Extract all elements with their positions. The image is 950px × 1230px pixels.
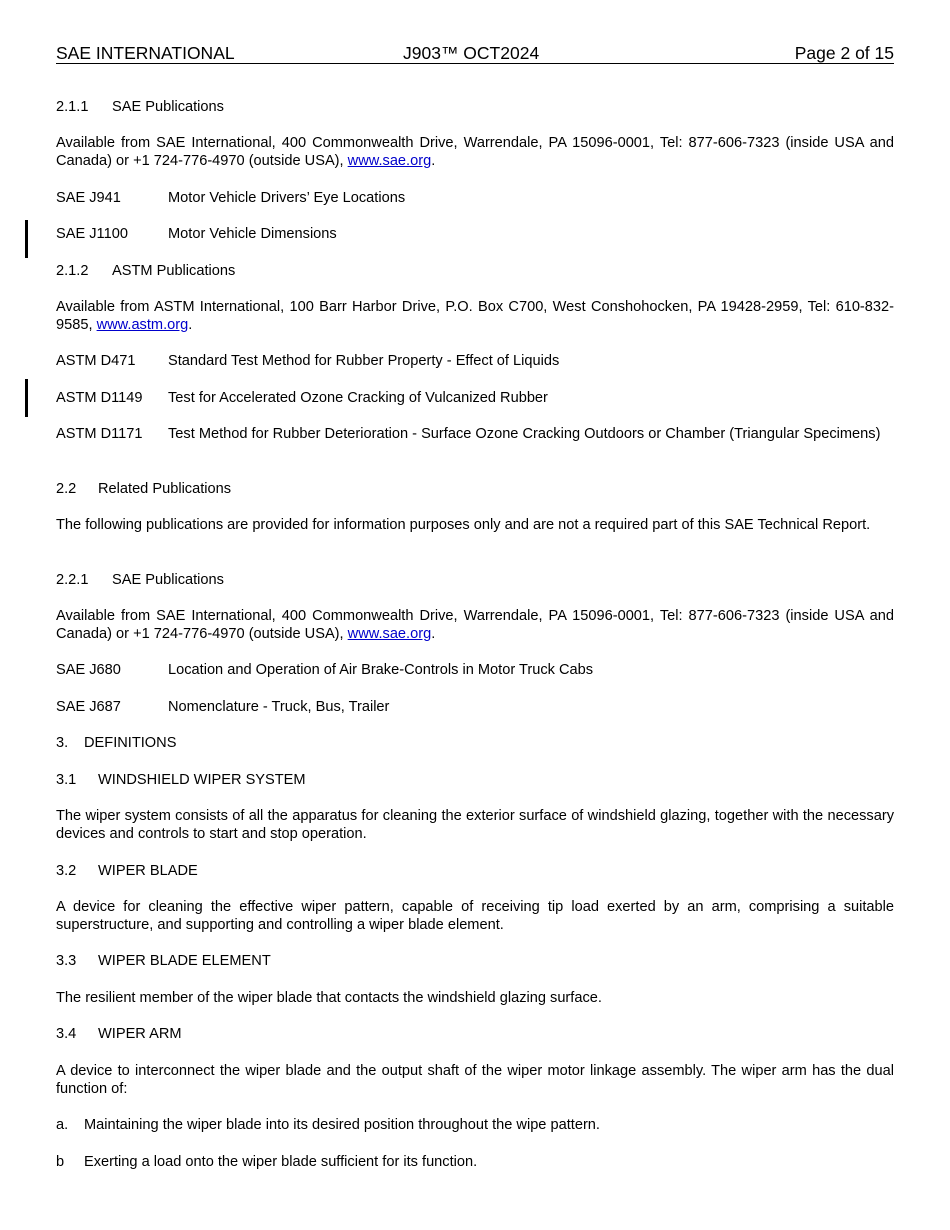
section-heading	[56, 480, 894, 498]
section-title: WIPER BLADE ELEMENT	[98, 953, 271, 969]
paragraph: The following publications are provided for information purposes only and are not a required part of this SAE Technical Report.	[56, 517, 871, 533]
section-title: DEFINITIONS	[84, 735, 177, 751]
list-item	[56, 1116, 894, 1134]
reference-code: SAE J1100	[56, 226, 128, 242]
section-heading	[56, 952, 894, 970]
section-title: WIPER ARM	[98, 1026, 182, 1042]
sae-website-link[interactable]: www.sae.org	[347, 153, 432, 169]
list-item-text: Exerting a load onto the wiper blade sufficient for its function.	[84, 1154, 478, 1170]
revision-change-bar	[25, 220, 28, 258]
section-heading	[56, 262, 894, 280]
section-heading	[56, 1025, 894, 1043]
section-number: 3.	[56, 735, 69, 751]
paragraph: The resilient member of the wiper blade that contacts the windshield glazing surface.	[56, 990, 602, 1006]
sentence-end: .	[188, 317, 193, 333]
header-page-number: Page 2 of 15	[794, 43, 894, 63]
section-heading	[56, 862, 894, 880]
reference-code: ASTM D1171	[56, 426, 143, 442]
section-number: 3.2	[56, 863, 77, 879]
availability-paragraph	[56, 607, 894, 643]
header-organization: SAE INTERNATIONAL	[56, 43, 235, 63]
reference-title: Test for Accelerated Ozone Cracking of Vulcanized Rubber	[168, 390, 548, 406]
availability-paragraph	[56, 134, 894, 170]
section-number: 2.2	[56, 481, 77, 497]
availability-paragraph	[56, 298, 894, 334]
reference-title: Standard Test Method for Rubber Property - Effect of Liquids	[168, 353, 560, 369]
paragraph: A device to interconnect the wiper blade and the output shaft of the wiper motor linkage assembly. The wiper arm has the dual function of:	[56, 1063, 894, 1097]
astm-website-link[interactable]: www.astm.org	[96, 317, 189, 333]
section-title: WINDSHIELD WIPER SYSTEM	[98, 772, 306, 788]
section-heading	[56, 98, 894, 116]
sentence-end: .	[431, 626, 436, 642]
reference-title: Location and Operation of Air Brake-Controls in Motor Truck Cabs	[168, 662, 594, 678]
list-item-text: Maintaining the wiper blade into its desired position throughout the wipe pattern.	[84, 1117, 600, 1133]
section-title: SAE Publications	[112, 572, 224, 588]
availability-text: Available from SAE International, 400 Commonwealth Drive, Warrendale, PA 15096-0001, Tel: 877-606-7323 (inside USA and Canada) or +1 724-776-4970 (outside USA),	[56, 608, 894, 642]
paragraph: The wiper system consists of all the apparatus for cleaning the exterior surface of windshield glazing, together with the necessary devices and controls to start and stop operation.	[56, 808, 894, 842]
section-number: 2.1.2	[56, 263, 89, 279]
section-number: 3.4	[56, 1026, 77, 1042]
section-number: 2.2.1	[56, 572, 89, 588]
section-title: SAE Publications	[112, 99, 224, 115]
page-header	[56, 43, 894, 64]
reference-title: Nomenclature - Truck, Bus, Trailer	[168, 699, 390, 715]
section-title: WIPER BLADE	[98, 863, 198, 879]
section-number: 2.1.1	[56, 99, 89, 115]
section-heading	[56, 771, 894, 789]
reference-code: SAE J680	[56, 662, 121, 678]
reference-code: ASTM D1149	[56, 390, 143, 406]
reference-code: ASTM D471	[56, 353, 136, 369]
reference-code: SAE J941	[56, 190, 121, 206]
section-heading	[56, 571, 894, 589]
reference-title: Motor Vehicle Dimensions	[168, 226, 337, 242]
reference-title: Motor Vehicle Drivers’ Eye Locations	[168, 190, 406, 206]
sae-website-link[interactable]: www.sae.org	[347, 626, 432, 642]
list-marker: b	[56, 1154, 65, 1170]
sentence-end: .	[431, 153, 436, 169]
section-number: 3.3	[56, 953, 77, 969]
reference-code: SAE J687	[56, 699, 121, 715]
list-item	[56, 1153, 894, 1171]
header-document-id: J903™ OCT2024	[403, 43, 540, 63]
availability-text: Available from SAE International, 400 Commonwealth Drive, Warrendale, PA 15096-0001, Tel: 877-606-7323 (inside USA and Canada) or +1 724-776-4970 (outside USA),	[56, 135, 894, 169]
section-title: ASTM Publications	[112, 263, 236, 279]
section-number: 3.1	[56, 772, 77, 788]
list-marker: a.	[56, 1117, 69, 1133]
paragraph: A device for cleaning the effective wiper pattern, capable of receiving tip load exerted by an arm, comprising a suitable superstructure, and supporting and controlling a wiper blade element.	[56, 899, 894, 933]
reference-title: Test Method for Rubber Deterioration - Surface Ozone Cracking Outdoors or Chamber (Triangular Specimens)	[168, 426, 881, 442]
section-heading	[56, 734, 894, 752]
revision-change-bar	[25, 379, 28, 417]
section-title: Related Publications	[98, 481, 232, 497]
availability-text: Available from ASTM International, 100 Barr Harbor Drive, P.O. Box C700, West Conshohocken, PA 19428-2959, Tel: 610-832-9585,	[56, 299, 894, 333]
